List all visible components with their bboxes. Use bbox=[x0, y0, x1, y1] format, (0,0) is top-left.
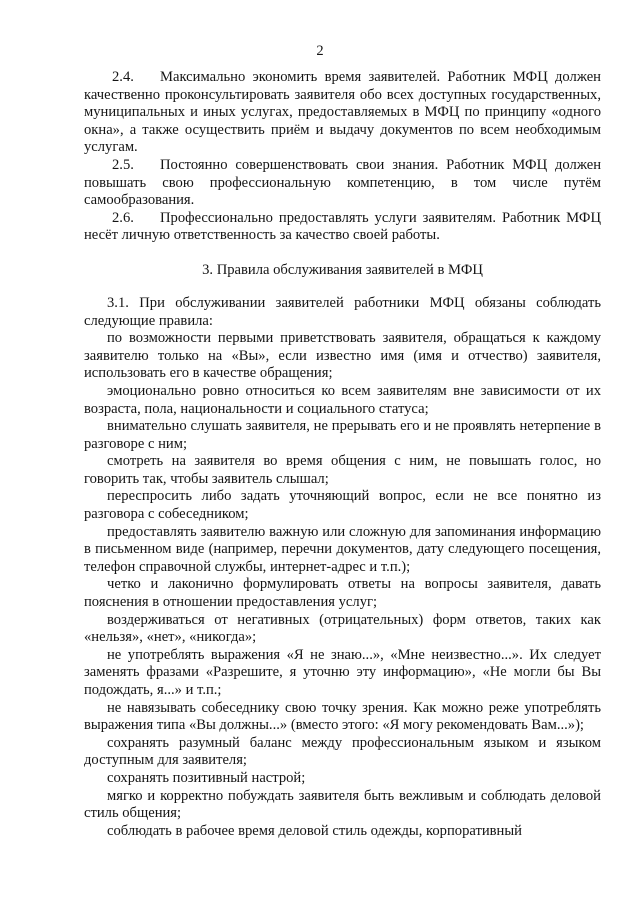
rule-item: эмоционально ровно относиться ко всем заявителям вне зависимости от их возраста, пола, национальности и социального статуса; bbox=[84, 382, 601, 417]
section-heading: 3. Правила обслуживания заявителей в МФЦ bbox=[202, 261, 483, 278]
clause-number: 2.4. bbox=[112, 69, 134, 85]
rule-item: четко и лаконично формулировать ответы на вопросы заявителя, давать пояснения в отношении предоставления услуг; bbox=[84, 576, 601, 611]
page-number: 2 bbox=[316, 43, 324, 59]
clause-2-4 bbox=[84, 69, 601, 157]
rule-item: предоставлять заявителю важную или сложную для запоминания информацию в письменном виде (например, перечни документов, дату следующего посещения, телефон справочной службы, интернет-адрес и т.п.); bbox=[84, 523, 601, 575]
clause-text: Максимально экономить время заявителей. Работник МФЦ должен качественно проконсультировать заявителя обо всех доступных государственных, муниципальных и иных услугах, предоставляемых в МФЦ по принципу «одного окна», а также осуществить приём и выдачу документов по всем необходимым услугам. bbox=[84, 69, 601, 156]
rule-item: внимательно слушать заявителя, не прерывать его и не проявлять нетерпение в разговоре с ним; bbox=[84, 418, 601, 452]
rule-item: не употреблять выражения «Я не знаю...», «Мне неизвестно...». Их следует заменять фразами «Разрешите, я уточню эту информацию», «Не могли бы Вы подождать, я...» и т.п.; bbox=[84, 646, 601, 698]
clause-text: Профессионально предоставлять услуги заявителям. Работник МФЦ несёт личную ответственность за качество своей работы. bbox=[84, 209, 601, 244]
rule-item: не навязывать собеседнику свою точку зрения. Как можно реже употреблять выражения типа «Вы должны...» (вместо этого: «Я могу рекомендовать Вам...»); bbox=[84, 699, 601, 734]
clause-3-1-intro: 3.1. При обслуживании заявителей работники МФЦ обязаны соблюдать следующие правила: bbox=[84, 294, 601, 329]
rule-item: смотреть на заявителя во время общения с ним, не повышать голос, но говорить так, чтобы заявитель слышал; bbox=[84, 453, 601, 487]
rule-item: по возможности первыми приветствовать заявителя, обращаться к каждому заявителю только на «Вы», если известно имя (имя и отчество) заявителя, использовать его в качестве обращения; bbox=[84, 330, 601, 382]
rule-item: воздерживаться от негативных (отрицательных) форм ответов, таких как «нельзя», «нет», «никогда»; bbox=[84, 611, 601, 646]
clause-number: 2.5. bbox=[112, 156, 134, 173]
document-body bbox=[84, 69, 601, 840]
clause-2-5 bbox=[84, 157, 601, 210]
clause-text: Постоянно совершенствовать свои знания. Работник МФЦ должен повышать свою профессиональную компетенцию, в том числе путём самообразования. bbox=[84, 156, 601, 209]
rule-item: сохранять позитивный настрой; bbox=[107, 769, 306, 786]
rule-item: соблюдать в рабочее время деловой стиль одежды, корпоративный bbox=[107, 822, 522, 839]
rule-item: переспросить либо задать уточняющий вопрос, если не все понятно из разговора с собеседником; bbox=[84, 488, 601, 523]
rule-item: сохранять разумный баланс между профессиональным языком и языком доступным для заявителя; bbox=[84, 734, 601, 769]
rule-item: мягко и корректно побуждать заявителя быть вежливым и соблюдать деловой стиль общения; bbox=[84, 787, 601, 822]
clause-number: 2.6. bbox=[112, 209, 134, 226]
clause-2-6 bbox=[84, 210, 601, 245]
